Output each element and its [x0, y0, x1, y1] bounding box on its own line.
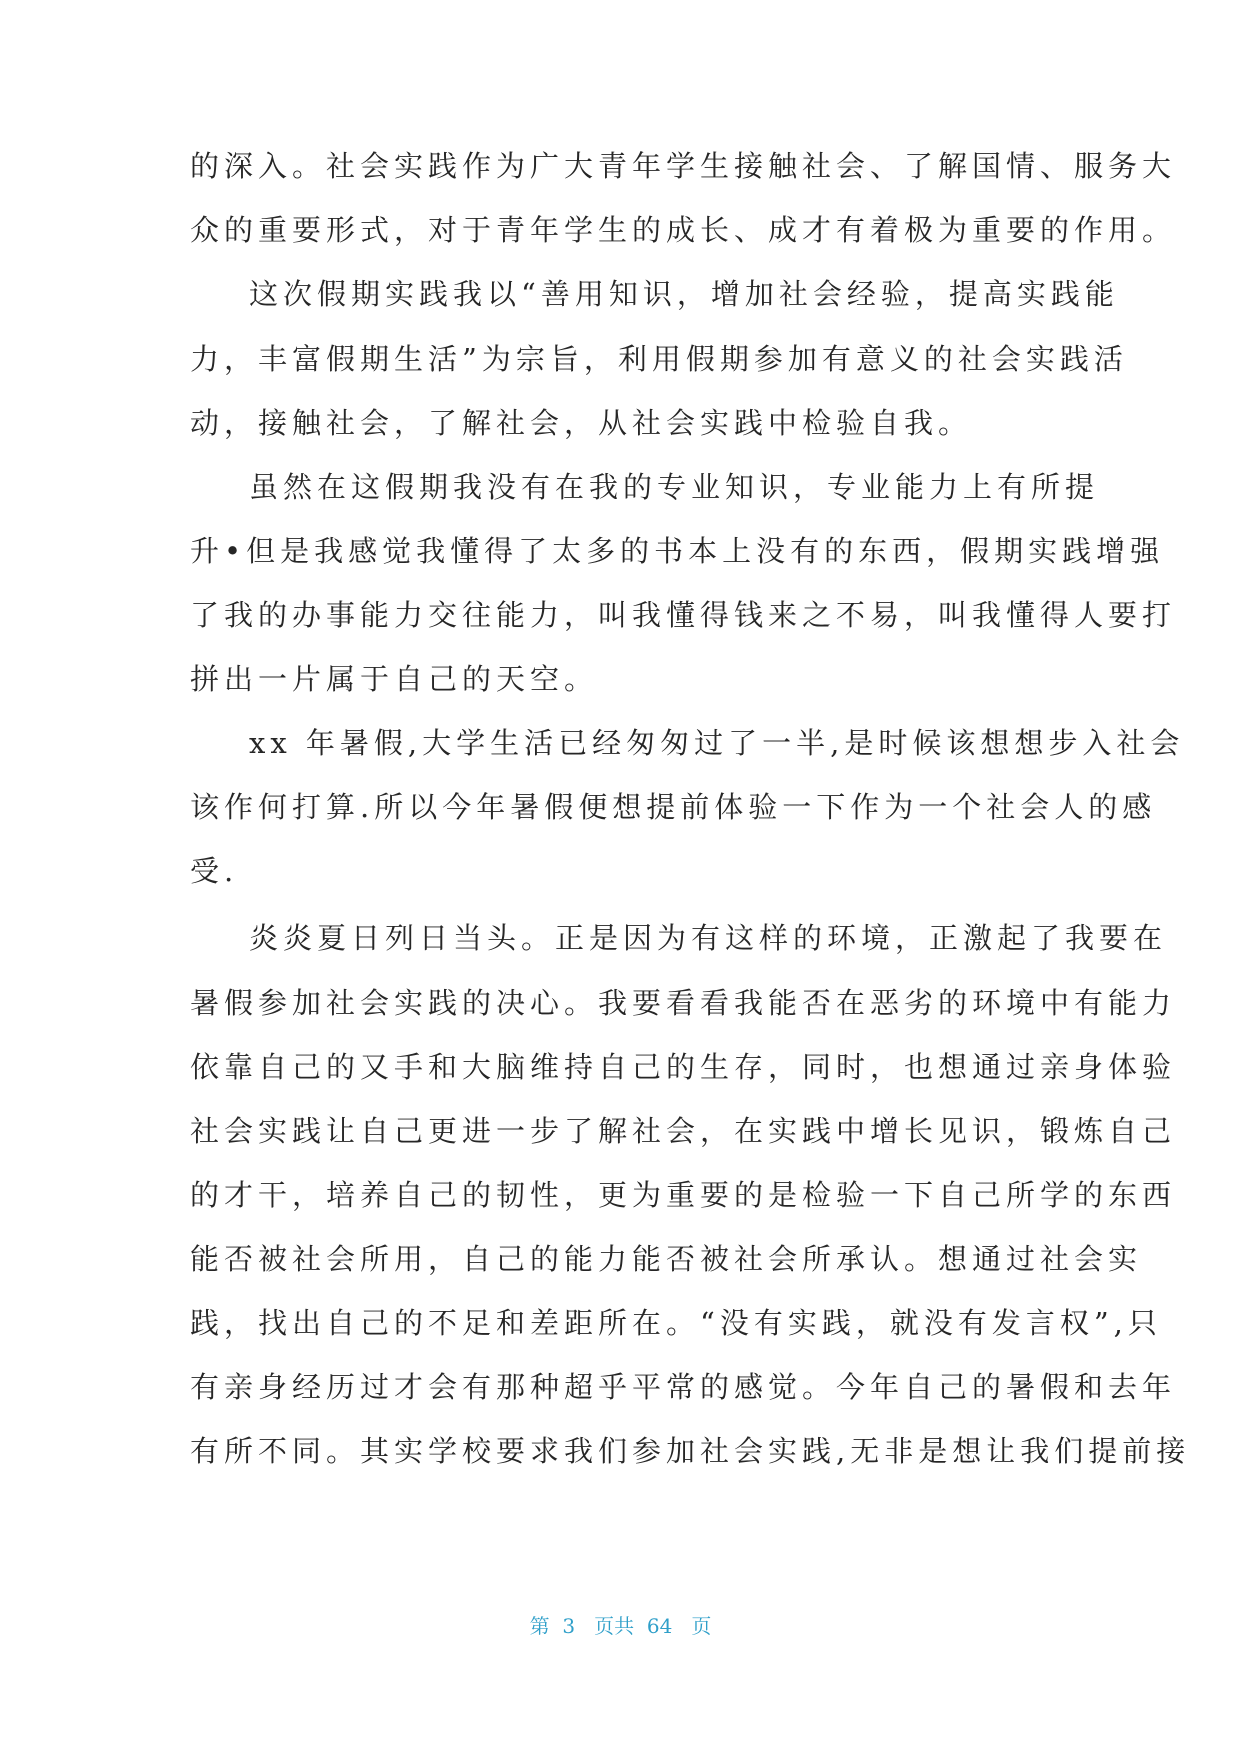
text-line: 能否被社会所用，自己的能力能否被社会所承认。想通过社会实 — [190, 1242, 1143, 1276]
text-line: 虽然在这假期我没有在我的专业知识，专业能力上有所提 — [249, 470, 1100, 504]
text-line: 动，接触社会，了解社会，从社会实践中检验自我。 — [190, 406, 973, 440]
text-line: 践，找出自己的不足和差距所在。“没有实践，就没有发言权”,只 — [190, 1306, 1162, 1340]
text-line: 依靠自己的又手和大脑维持自己的生存，同时，也想通过亲身体验 — [190, 1050, 1177, 1084]
text-line: 众的重要形式，对于青年学生的成长、成才有着极为重要的作用。 — [190, 213, 1177, 247]
text-line: 暑假参加社会实践的决心。我要看看我能否在恶劣的环境中有能力 — [190, 986, 1177, 1020]
text-line: 力，丰富假期生活”为宗旨，利用假期参加有意义的社会实践活 — [190, 342, 1128, 376]
text-line: 炎炎夏日列日当头。正是因为有这样的环境，正激起了我要在 — [249, 921, 1168, 955]
text-line: 该作何打算.所以今年暑假便想提前体验一下作为一个社会人的感 — [190, 790, 1157, 824]
text-line: 了我的办事能力交往能力，叫我懂得钱来之不易，叫我懂得人要打 — [190, 598, 1177, 632]
text-line: 有所不同。其实学校要求我们参加社会实践,无非是想让我们提前接 — [190, 1434, 1191, 1468]
page-footer: 第 3 页共 64 页 — [529, 1614, 712, 1638]
text-line: 升•但是我感觉我懂得了太多的书本上没有的东西，假期实践增强 — [190, 534, 1165, 568]
text-line: 的深入。社会实践作为广大青年学生接触社会、了解国情、服务大 — [190, 149, 1177, 183]
text-line: 拼出一片属于自己的天空。 — [190, 662, 599, 696]
text-line: 的才干，培养自己的韧性，更为重要的是检验一下自己所学的东西 — [190, 1178, 1177, 1212]
text-line: xx 年暑假,大学生活已经匆匆过了一半,是时候该想想步入社会 — [249, 726, 1185, 760]
text-line: 社会实践让自己更进一步了解社会，在实践中增长见识，锻炼自己 — [190, 1114, 1177, 1148]
text-line: 受. — [190, 854, 239, 888]
text-line: 有亲身经历过才会有那种超乎平常的感觉。今年自己的暑假和去年 — [190, 1370, 1177, 1404]
text-line: 这次假期实践我以“善用知识，增加社会经验，提高实践能 — [249, 277, 1119, 311]
